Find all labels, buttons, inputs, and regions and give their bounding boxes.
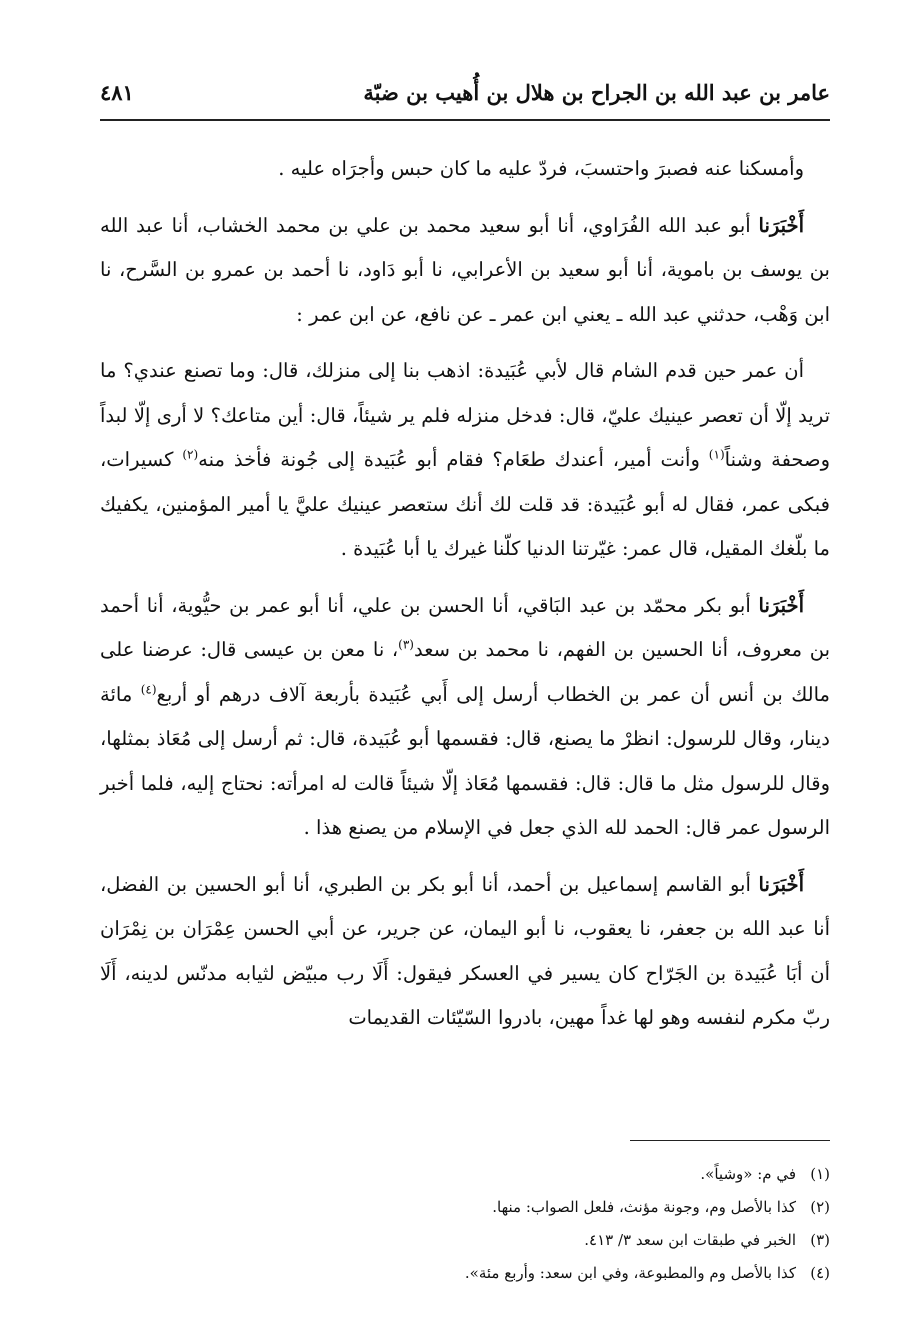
footnote-number: (٣) xyxy=(810,1231,830,1249)
paragraph-text: أبو بكر محمّد بن عبد البَاقي، أنا الحسن بن علي، أنا أبو عمر بن حيُّوية، أنا أحمد بن معروف، أنا الحسين بن الفهم، نا محمد بن سعد xyxy=(100,593,830,661)
footnote-reference[interactable]: (٤) xyxy=(140,682,157,696)
footnote-reference[interactable]: (١) xyxy=(708,447,725,462)
footnote-number: (٢) xyxy=(810,1198,830,1216)
footnote-item xyxy=(100,1224,830,1257)
footnote-item xyxy=(100,1191,830,1224)
paragraph-5 xyxy=(100,863,830,1041)
header-divider xyxy=(100,119,830,121)
footnote-text: كذا بالأصل وم، وجونة مؤنث، فلعل الصواب: منها. xyxy=(492,1198,796,1216)
running-title: عامر بن عبد الله بن الجراح بن هلال بن أُهيب بن ضبّة xyxy=(363,80,830,105)
paragraph-3 xyxy=(100,349,830,572)
footnote-item xyxy=(100,1257,830,1290)
paragraph-text: وأنت أمير، أعندك طعَام؟ فقام أبو عُبَيدة إلى جُونة فأخذ منه xyxy=(198,448,709,471)
footnote-text: في م: «وشياً». xyxy=(700,1165,796,1183)
footnote-item xyxy=(100,1158,830,1191)
page-number: ٤٨١ xyxy=(100,80,134,105)
footnote-reference[interactable]: (٣) xyxy=(398,637,414,652)
page-header xyxy=(100,80,830,114)
paragraph-text: أبو القاسم إسماعيل بن أحمد، أنا أبو بكر بن الطبري، أنا أبو الحسين بن الفضل، أنا عبد الله بن جعفر، نا يعقوب، نا أبو اليمان، عن جرير، عن أبي الحسن عِمْرَان بن نِمْرَان أن أبَا عُبَيدة بن الجَرّاح كان يسير في العسكر فيقول: أَلَا رب مبيّض لثيابه مدنّس لدينه، أَلَا ربّ مكرم لنفسه وهو لها غداً مهين، بادروا السّيّئات القديمات xyxy=(100,872,830,1029)
paragraph-text: وأمسكنا عنه فصبرَ واحتسبَ، فردّ عليه ما كان حبس وأجرَاه عليه . xyxy=(278,157,804,180)
paragraph-lead: أَخْبَرَنا xyxy=(758,593,804,617)
footnotes xyxy=(100,1158,830,1290)
paragraph-text: ، نا معن بن عيسى قال: عرضنا على مالك بن أنس أن عمر بن الخطاب أرسل إلى أَبي عُبَيدة بأربعة آلاف درهم أو أربع xyxy=(100,638,830,706)
paragraph-2 xyxy=(100,204,830,338)
footnote-reference[interactable]: (٢) xyxy=(182,447,199,462)
footnote-text: كذا بالأصل وم والمطبوعة، وفي ابن سعد: وأربع مئة». xyxy=(464,1264,796,1282)
main-text xyxy=(100,147,830,1053)
paragraph-4 xyxy=(100,584,830,851)
paragraph-text: مائة دينار، وقال للرسول: انظرْ ما يصنع، قال: فقسمها أبو عُبَيدة، قال: ثم أرسل إلى مُعَاذ بمثلها، وقال للرسول مثل ما قال: قال: فقسمها مُعَاذ إلّا شيئاً قالت له امرأته: نحتاج إليه، فلما أخبر الرسول عمر قال: الحمد لله الذي جعل في الإسلام من يصنع هذا . xyxy=(100,682,830,839)
paragraph-text: كسيرات، فبكى عمر، فقال له أبو عُبَيدة: قد قلت لك أنك ستعصر عينيك عليَّ يا أمير المؤمنين، يكفيك ما بلّغك المقيل، قال عمر: غيّرتنا الدنيا كلّنا غيرك يا أبا عُبَيدة . xyxy=(100,448,830,560)
footnote-number: (٤) xyxy=(810,1264,830,1282)
footnote-text: الخبر في طبقات ابن سعد ٣/ ٤١٣. xyxy=(584,1231,796,1249)
paragraph-lead: أَخْبَرَنا xyxy=(758,213,804,237)
footnote-divider xyxy=(630,1140,830,1141)
paragraph-text: أبو عبد الله الفُرَاوي، أنا أبو سعيد محمد بن علي بن محمد الخشاب، أنا عبد الله بن يوسف بن باموية، أنا أبو سعيد بن الأعرابي، نا أبو دَاود، نا أحمد بن عمرو بن السَّرح، نا ابن وَهْب، حدثني عبد الله ـ يعني ابن عمر ـ عن نافع، عن ابن عمر : xyxy=(100,213,830,326)
paragraph-1 xyxy=(100,147,830,192)
paragraph-text: أن عمر حين قدم الشام قال لأبي عُبَيدة: اذهب بنا إلى منزلك، قال: وما تصنع عندي؟ ما تريد إلّا أن تعصر عينيك عليّ، قال: فدخل منزله فلم ير شيئاً، قال: أين متاعك؟ لا أرى إلّا لبداً وصحفة وشناً xyxy=(100,359,830,471)
paragraph-lead: أَخْبَرَنا xyxy=(758,872,804,896)
footnote-number: (١) xyxy=(810,1165,830,1183)
